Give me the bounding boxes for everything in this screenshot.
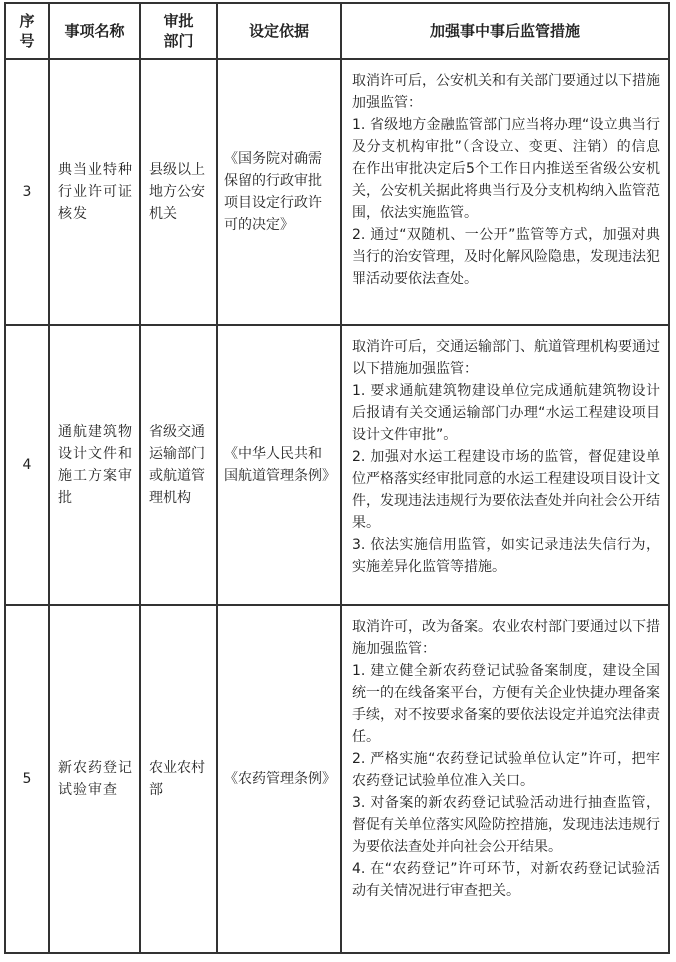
measure-text: 1. 省级地方金融监管部门应当将办理“设立典当行及分支机构审批”（含设立、变更、注销）的信息在作出审批决定后5个工作日内推送至省级公安机关，公安机关据此将典当行及分支机构纳入监管范围，依法实施监管。 (352, 117, 660, 221)
row-approval-dept: 农业农村部 (140, 605, 217, 953)
row-approval-dept: 县级以上地方公安机关 (140, 59, 217, 325)
table-row (5, 605, 669, 953)
header-approval-dept: 审批部门 (140, 3, 217, 59)
measure-text: 2. 严格实施“农药登记试验单位认定”许可，把牢农药登记试验单位准入关口。 (352, 751, 660, 789)
measure-text: 3. 对备案的新农药登记试验活动进行抽查监管，督促有关单位落实风险防控措施，发现违法违规行为要依法查处并向社会公开结果。 (352, 795, 660, 855)
table-row (5, 325, 669, 605)
measure-text: 取消许可后，公安机关和有关部门要通过以下措施加强监管： (352, 73, 660, 111)
row-measures (341, 325, 669, 605)
measure-text: 2. 加强对水运工程建设市场的监管，督促建设单位严格落实经审批同意的水运工程建设项目设计文件，发现违法违规行为要依法查处并向社会公开结果。 (352, 449, 660, 531)
row-seq: 5 (5, 605, 49, 953)
measure-text: 2. 通过“双随机、一公开”监管等方式，加强对典当行的治安管理，及时化解风险隐患，发现违法犯罪活动要依法查处。 (352, 227, 660, 287)
measure-text: 1. 要求通航建筑物建设单位完成通航建筑物设计后报请有关交通运输部门办理“水运工程建设项目设计文件审批”。 (352, 383, 660, 443)
row-seq: 4 (5, 325, 49, 605)
row-measures (341, 605, 669, 953)
row-item-name: 新农药登记试验审查 (49, 605, 140, 953)
table-row (5, 59, 669, 325)
row-basis: 《农药管理条例》 (217, 605, 341, 953)
measure-text: 3. 依法实施信用监管，如实记录违法失信行为，实施差异化监管等措施。 (352, 537, 660, 575)
header-seq: 序号 (5, 3, 49, 59)
measure-text: 4. 在“农药登记”许可环节，对新农药登记试验活动有关情况进行审查把关。 (352, 861, 660, 899)
regulation-table (4, 2, 670, 954)
row-approval-dept: 省级交通运输部门或航道管理机构 (140, 325, 217, 605)
header-measures: 加强事中事后监管措施 (341, 3, 669, 59)
row-item-name: 通航建筑物设计文件和施工方案审批 (49, 325, 140, 605)
header-item-name: 事项名称 (49, 3, 140, 59)
row-seq: 3 (5, 59, 49, 325)
measure-text: 取消许可后，交通运输部门、航道管理机构要通过以下措施加强监管： (352, 339, 660, 377)
row-item-name: 典当业特种行业许可证核发 (49, 59, 140, 325)
table-header-row (5, 3, 669, 59)
measure-text: 1. 建立健全新农药登记试验备案制度，建设全国统一的在线备案平台，方便有关企业快捷办理备案手续，对不按要求备案的要依法设定并追究法律责任。 (352, 663, 660, 745)
measure-text: 取消许可，改为备案。农业农村部门要通过以下措施加强监管： (352, 619, 660, 657)
row-measures (341, 59, 669, 325)
row-basis: 《国务院对确需保留的行政审批项目设定行政许可的决定》 (217, 59, 341, 325)
row-basis: 《中华人民共和国航道管理条例》 (217, 325, 341, 605)
header-basis: 设定依据 (217, 3, 341, 59)
